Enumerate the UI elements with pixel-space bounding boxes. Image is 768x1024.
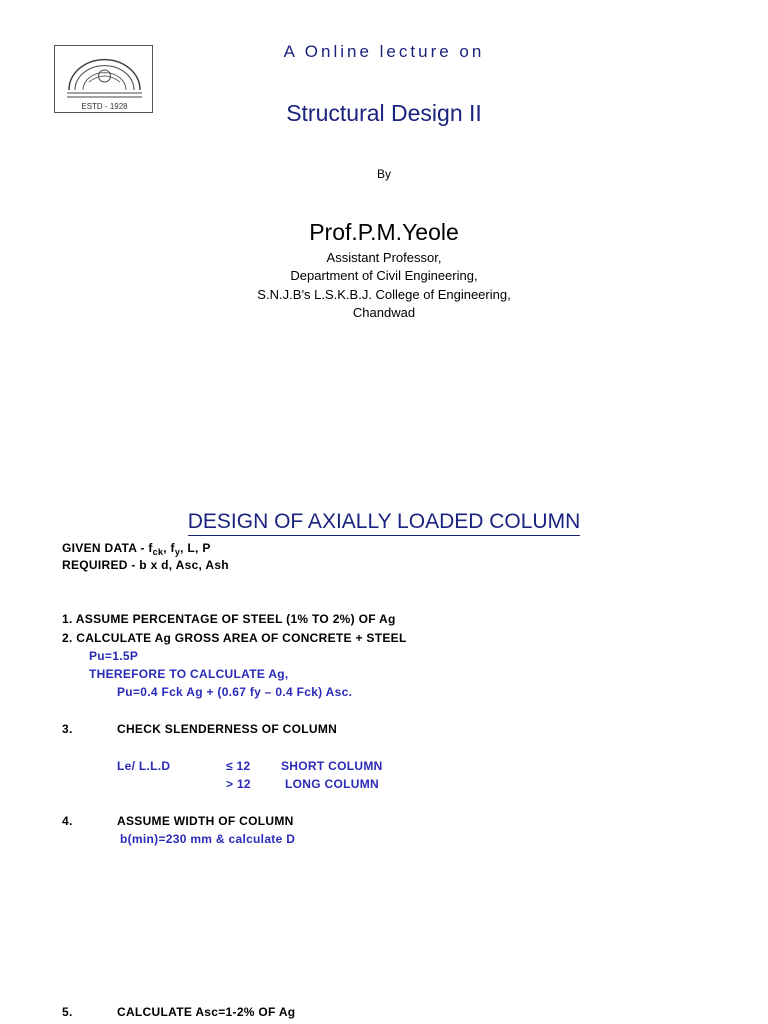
- step-5-number: 5.: [62, 1005, 73, 1019]
- long-column-label: LONG COLUMN: [285, 777, 379, 791]
- slenderness-ratio-label: Le/ L.L.D: [117, 759, 171, 773]
- section-title: [0, 510, 768, 536]
- logo-estd-text: ESTD - 1928: [81, 102, 128, 111]
- long-column-condition: > 12: [226, 777, 251, 791]
- step-2-formula: Pu=0.4 Fck Ag + (0.67 fy – 0.4 Fck) Asc.: [117, 685, 353, 699]
- step-3-number: 3.: [62, 722, 73, 736]
- given-data-sub-y: y: [174, 547, 181, 557]
- step-2-therefore: THEREFORE TO CALCULATE Ag,: [89, 667, 289, 681]
- author-title: Assistant Professor,: [326, 250, 442, 265]
- step-2-pu: Pu=1.5P: [89, 649, 139, 663]
- course-title: Structural Design II: [286, 100, 482, 126]
- step-4-text: ASSUME WIDTH OF COLUMN: [117, 814, 294, 828]
- author-city: Chandwad: [352, 305, 416, 320]
- author-department: Department of Civil Engineering,: [290, 268, 478, 283]
- author-name: Prof.P.M.Yeole: [309, 219, 459, 245]
- lecture-intro: A Online lecture on: [283, 42, 485, 61]
- given-data-suffix: , L, P: [180, 541, 211, 555]
- author-college: S.N.J.B’s L.S.K.B.J. College of Engineering,: [257, 287, 511, 302]
- step-4-number: 4.: [62, 814, 73, 828]
- given-data: [62, 541, 211, 557]
- given-data-mid: , f: [163, 541, 175, 555]
- step-1: 1. ASSUME PERCENTAGE OF STEEL (1% TO 2%) OF Ag: [62, 612, 396, 626]
- short-column-label: SHORT COLUMN: [281, 759, 383, 773]
- by-label: By: [376, 167, 391, 181]
- step-2: 2. CALCULATE Ag GROSS AREA OF CONCRETE + STEEL: [62, 631, 407, 645]
- given-data-sub-ck: ck: [152, 547, 164, 557]
- given-data-prefix: GIVEN DATA - f: [62, 541, 153, 555]
- step-3-text: CHECK SLENDERNESS OF COLUMN: [117, 722, 338, 736]
- step-4-subtext: b(min)=230 mm & calculate D: [120, 832, 296, 846]
- short-column-condition: ≤ 12: [226, 759, 251, 773]
- section-title-text: DESIGN OF AXIALLY LOADED COLUMN: [188, 510, 581, 536]
- required-line: REQUIRED - b x d, Asc, Ash: [62, 558, 229, 572]
- step-5-text: CALCULATE Asc=1-2% OF Ag: [117, 1005, 296, 1019]
